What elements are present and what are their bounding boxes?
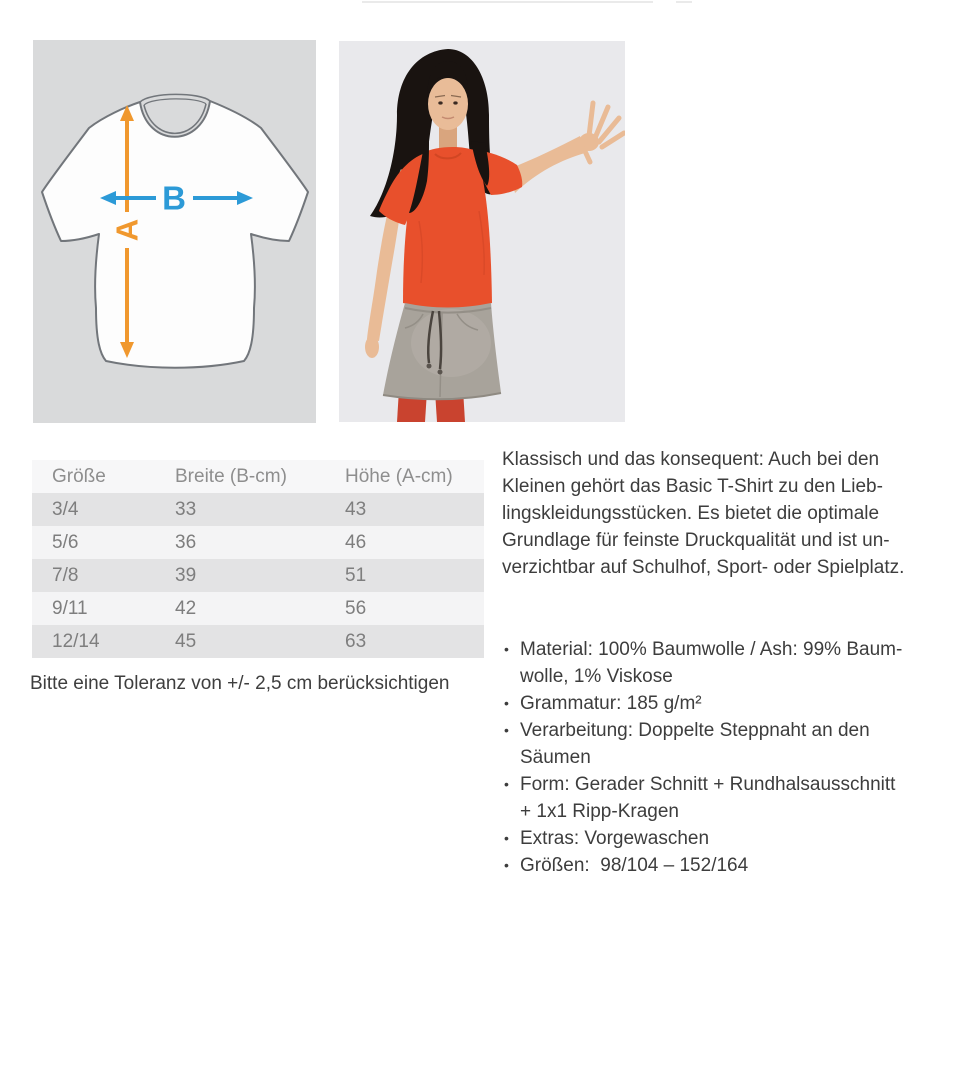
feature-list (502, 636, 939, 879)
feature-list-item (502, 717, 939, 771)
size-diagram-panel (33, 40, 316, 423)
tshirt-measurement-diagram (33, 40, 316, 423)
paragraph-line: Kleinen gehört das Basic T-Shirt zu den Lieb- (502, 476, 883, 497)
bullet-icon: • (504, 857, 509, 873)
bullet-icon: • (504, 776, 509, 792)
size-table-header-row (32, 460, 484, 493)
table-cell: 43 (345, 498, 367, 520)
table-cell: 46 (345, 531, 367, 553)
bullet-icon: • (504, 830, 509, 846)
kid-model-photo (339, 41, 625, 422)
feature-line: Verarbeitung: Doppelte Steppnaht an den (520, 720, 870, 741)
skirt-wash (411, 309, 491, 377)
table-cell: 63 (345, 630, 367, 652)
size-table-header-cell: Höhe (A-cm) (345, 460, 484, 493)
table-cell: 39 (175, 564, 197, 586)
table-cell: 12/14 (52, 630, 100, 652)
paragraph-line: Klassisch und das konsequent: Auch bei den (502, 449, 880, 470)
drawstring-aglet (438, 370, 443, 375)
size-table-header-cell: Breite (B-cm) (175, 460, 345, 493)
top-divider-artifact (676, 1, 692, 3)
feature-list-item (502, 771, 939, 825)
feature-line: Säumen (520, 747, 591, 768)
table-cell: 45 (175, 630, 197, 652)
bullet-icon: • (504, 695, 509, 711)
table-row (32, 592, 484, 625)
table-cell: 36 (175, 531, 197, 553)
table-row (32, 526, 484, 559)
feature-line: Grammatur: 185 g/m² (520, 693, 702, 714)
tshirt-collar-back-inner (144, 99, 206, 105)
table-row (32, 493, 484, 526)
feature-line: Material: 100% Baumwolle / Ash: 99% Baum- (520, 639, 903, 660)
paragraph-line: verzichtbar auf Schulhof, Sport- oder Spielplatz. (502, 557, 905, 578)
face (428, 78, 468, 130)
table-cell: 51 (345, 564, 367, 586)
table-cell: 42 (175, 597, 197, 619)
table-cell: 9/11 (52, 597, 88, 619)
feature-line: Form: Gerader Schnitt + Rundhalsausschnitt (520, 774, 896, 795)
table-cell: 5/6 (52, 531, 79, 553)
size-table-body (32, 493, 484, 658)
diagram-label-a: A (109, 218, 145, 242)
table-cell: 56 (345, 597, 367, 619)
product-description (502, 446, 939, 879)
drawstring-aglet (427, 364, 432, 369)
table-cell: 33 (175, 498, 197, 520)
feature-line: wolle, 1% Viskose (520, 666, 673, 687)
feature-list-item (502, 636, 939, 690)
hand-left (365, 336, 379, 358)
paragraph-line: Grundlage für feinste Druckqualität und ist un- (502, 530, 890, 551)
size-table-header-cell: Größe (32, 460, 175, 493)
feature-list-item (502, 825, 939, 852)
diagram-label-b: B (162, 179, 186, 217)
feature-line: Größen: 98/104 – 152/164 (520, 855, 749, 876)
bullet-icon: • (504, 722, 509, 738)
table-row (32, 625, 484, 658)
tshirt-outline (42, 101, 308, 368)
tolerance-note: Bitte eine Toleranz von +/- 2,5 cm berücksichtigen (30, 673, 450, 694)
feature-line: + 1x1 Ripp-Kragen (520, 801, 679, 822)
feature-list-item (502, 852, 939, 879)
table-cell: 7/8 (52, 564, 79, 586)
size-table (32, 460, 484, 658)
table-cell: 3/4 (52, 498, 79, 520)
product-photo-panel (339, 41, 625, 422)
top-divider-artifact (362, 1, 653, 3)
table-row (32, 559, 484, 592)
feature-list-item (502, 690, 939, 717)
feature-line: Extras: Vorgewaschen (520, 828, 710, 849)
description-paragraph (502, 446, 939, 581)
paragraph-line: lingskleidungsstücken. Es bietet die optimale (502, 503, 880, 524)
bullet-icon: • (504, 641, 509, 657)
